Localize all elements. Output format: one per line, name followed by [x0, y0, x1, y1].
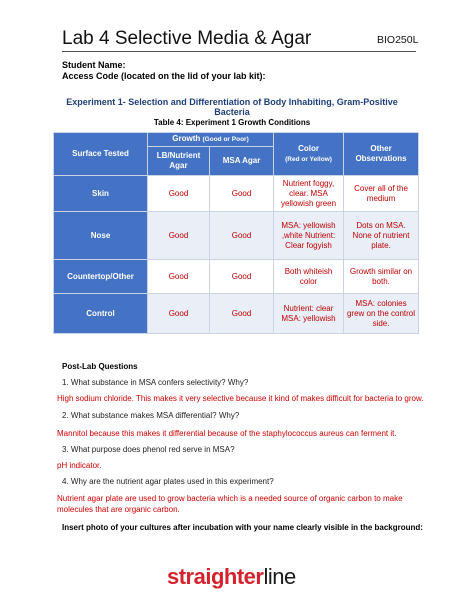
- access-code-label: Access Code (located on the lid of your lab kit):: [62, 71, 266, 81]
- question-4: 4. Why are the nutrient agar plates used in this experiment?: [62, 477, 274, 486]
- answer-1: High sodium chloride. This makes it very selective because it kind of makes difficult for bacteria to grow.: [57, 394, 424, 403]
- straighterline-logo: straighterline: [167, 564, 296, 589]
- cell-other: Dots on MSA. None of nutrient plate.: [344, 212, 419, 260]
- header-color: Color (Red or Yellow): [274, 133, 344, 176]
- question-1: 1. What substance in MSA confers selectivity? Why?: [62, 378, 249, 387]
- table-row: [54, 260, 419, 294]
- cell-color: Nutrient foggy, clear. MSA yellowish green: [274, 176, 344, 212]
- cell-lb: Good: [148, 294, 210, 334]
- row-surface: Nose: [54, 212, 148, 260]
- question-3: 3. What purpose does phenol red serve in MSA?: [62, 445, 235, 454]
- page-title: Lab 4 Selective Media & Agar: [62, 28, 312, 49]
- question-2: 2. What substance makes MSA differential? Why?: [62, 411, 240, 420]
- course-code: BIO250L: [377, 34, 419, 46]
- table-row: [54, 176, 419, 212]
- cell-msa: Good: [210, 260, 274, 294]
- postlab-heading: Post-Lab Questions: [62, 362, 138, 371]
- table-caption: Table 4: Experiment 1 Growth Conditions: [153, 118, 311, 127]
- cell-other: MSA: colonies grew on the control side.: [344, 294, 419, 334]
- answer-2: Mannitol because this makes it differential because of the staphylococcus aureus can ferment it.: [57, 429, 397, 438]
- cell-msa: Good: [210, 294, 274, 334]
- cell-color: Nutrient: clear MSA: yellowish: [274, 294, 344, 334]
- student-name-label: Student Name:: [62, 60, 126, 70]
- row-surface: Skin: [54, 176, 148, 212]
- experiment-heading: Experiment 1- Selection and Differentiation of Body Inhabiting, Gram-Positive Bacteria: [66, 97, 398, 117]
- cell-color: Both whiteish color: [274, 260, 344, 294]
- cell-other: Cover all of the medium: [344, 176, 419, 212]
- cell-msa: Good: [210, 176, 274, 212]
- insert-photo-instruction: Insert photo of your cultures after incubation with your name clearly visible in the background:: [62, 523, 423, 532]
- header-lb-agar: LB/Nutrient Agar: [148, 147, 210, 176]
- row-surface: Control: [54, 294, 148, 334]
- growth-conditions-table: [53, 132, 419, 334]
- table-row: [54, 294, 419, 334]
- title-divider: [62, 51, 416, 52]
- table-row: [54, 212, 419, 260]
- header-msa-agar: MSA Agar: [210, 147, 274, 176]
- cell-lb: Good: [148, 176, 210, 212]
- header-other-observations: Other Observations: [344, 133, 419, 176]
- answer-4: Nutrient agar plate are used to grow bacteria which is a needed source of organic carbon to make molecules that are organic carbon.: [57, 494, 403, 514]
- cell-other: Growth similar on both.: [344, 260, 419, 294]
- cell-lb: Good: [148, 212, 210, 260]
- answer-3: pH indicator.: [57, 461, 102, 470]
- header-surface-tested: Surface Tested: [54, 133, 148, 176]
- header-growth: Growth (Good or Poor): [148, 133, 274, 147]
- cell-color: MSA: yellowish ,white Nutrient: Clear fogyish: [274, 212, 344, 260]
- row-surface: Countertop/Other: [54, 260, 148, 294]
- cell-msa: Good: [210, 212, 274, 260]
- cell-lb: Good: [148, 260, 210, 294]
